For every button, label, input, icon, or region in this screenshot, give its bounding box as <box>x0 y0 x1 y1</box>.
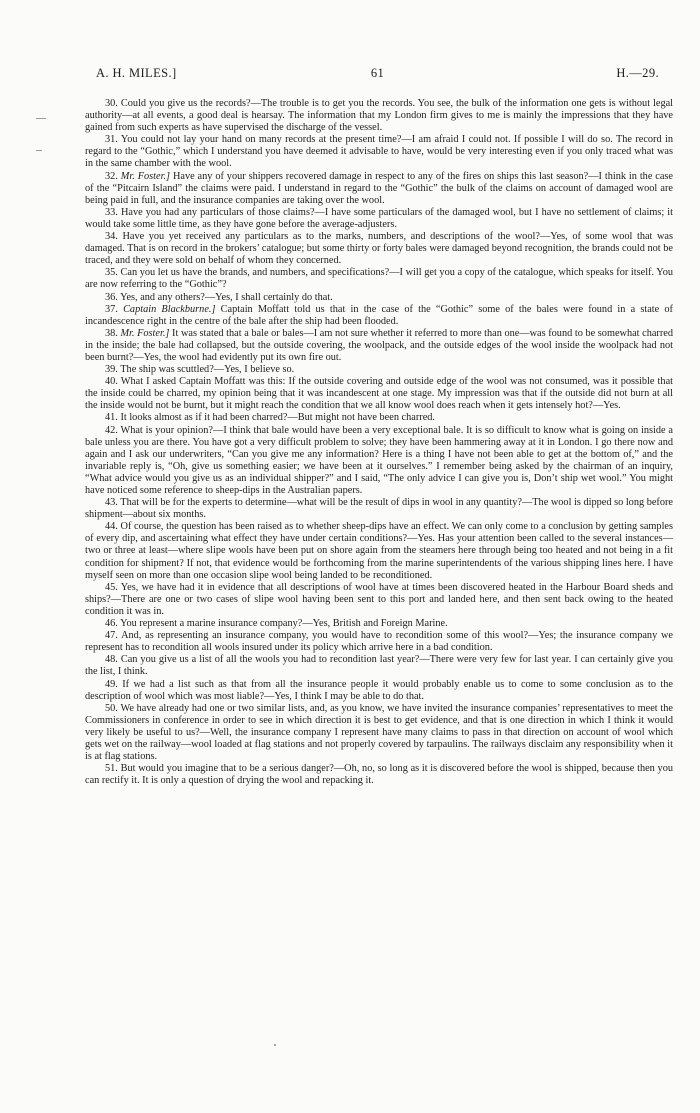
question-text: That will be for the experts to determine—what will be the result of dips in wool in any quantity? <box>120 497 522 509</box>
evidence-paragraph <box>85 207 673 231</box>
answer-text: —I think in the case of the “Pitcairn Island” the claims were paid. I understand in regard to the “Gothic” the bulk of the claims on account of damaged wool are being paid in full, and the insurance companies are taking over the wool. <box>85 170 674 206</box>
evidence-paragraph <box>85 292 673 304</box>
evidence-paragraph <box>85 412 673 424</box>
question-text: Have you had any particulars of those claims? <box>120 206 315 218</box>
question-number: 32. <box>105 170 118 182</box>
question-text: Captain Moffatt told us that in the case of the “Gothic” some of the bales were found in a state of incandescence right in the centre of the bale after the ship had been flooded. <box>85 303 673 327</box>
question-number: 33. <box>105 206 118 218</box>
question-text: Have any of your shippers recovered damage in respect to any of the fires on ships this last season? <box>172 170 589 182</box>
evidence-paragraph <box>85 582 673 618</box>
question-number: 50. <box>105 702 118 714</box>
question-number: 34. <box>105 231 118 243</box>
question-text: What I asked Captain Moffatt was this: If the outside covering and outside edge of the wool was not consumed, was it possible that the inside could be charred, my opinion being that it was incandescent at one stage. My impression was that if the outside did not burn at all the inside would not be burnt, but it might reach the condition that we all know wool does reach when it gets intensely hot? <box>85 376 673 412</box>
question-text: It was stated that a bale or bales—I am not sure whether it referred to more than one—was found to be somewhat charred in the inside; the bale had collapsed, but the outside covering, the woolpack, and the outside edges of the wool inside the woolpack had not been burnt? <box>85 327 674 363</box>
question-number: 46. <box>105 618 118 630</box>
answer-text: —The trouble is to get you the records. You see, the bulk of the information one gets is without legal authority—at all events, a good deal is hearsay. The information that my London firm gives to me is mainly the impressions that they have gained from such experts as have supervised the discharge of the vessel. <box>85 98 674 134</box>
answer-text: —Yes, British and Foreign Marine. <box>302 618 448 630</box>
answer-text: —Yes, I believe so. <box>213 364 295 376</box>
answer-text: —Yes; the insurance company we represent has to recondition all wools insured under its policy which arrive here in a bad condition. <box>85 630 673 654</box>
question-text: Yes, and any others? <box>120 291 205 303</box>
question-number: 35. <box>105 267 118 279</box>
question-number: 43. <box>105 497 118 509</box>
speaker-name: Captain Blackburne.] <box>123 303 216 315</box>
question-number: 49. <box>105 678 118 690</box>
evidence-paragraph <box>85 497 673 521</box>
question-text: But would you imagine that to be a serious danger? <box>120 763 334 775</box>
answer-text: —I am afraid I could not. If possible I will do so. The record in regard to the “Gothic,” which I understand you have deemed it advisable to have, would be very interesting even if you only traced what was in the same chamber with the wool. <box>85 134 673 170</box>
speaker-name: Mr. Foster.] <box>120 170 171 182</box>
evidence-paragraph <box>85 364 673 376</box>
answer-text: —But might not have been charred. <box>287 412 435 424</box>
evidence-paragraph <box>85 654 673 678</box>
evidence-paragraph <box>85 703 673 763</box>
answer-text: —Yes, the wool had evidently put its own fire out. <box>133 351 342 363</box>
evidence-paragraph <box>85 134 673 170</box>
question-number: 41. <box>105 412 118 424</box>
evidence-paragraph <box>85 267 673 291</box>
question-text: Yes, we have had it in evidence that all descriptions of wool have at times been discovered heated in the Harbour Board sheds and ships? <box>85 581 673 605</box>
question-text: Can you give us a list of all the wools you had to recondition last year? <box>120 654 420 666</box>
evidence-paragraph <box>85 328 673 364</box>
answer-text: —Well, the insurance company I represent have many claims to pass in that direction on account of wool which gets wet on the railway—wool loaded at flag stations and not properly covered by tarpaulins. The railways disclaim any responsibility when it is at flag stations. <box>85 726 673 763</box>
page-speck <box>274 1044 276 1046</box>
answer-text: —Yes. Has your attention been called to the several instances—two or three at least—where slipe wools have been put on shore again from the steamers here through being too heated and not being in a fit condition for shipment? If not, that evidence would be forthcoming from the marine superintendents of the various shipping lines here. I have myself seen on more than one occasion slipe wool being landed to be reconditioned. <box>85 533 673 581</box>
evidence-paragraph <box>85 630 673 654</box>
evidence-paragraph <box>85 521 673 581</box>
evidence-text <box>85 98 673 787</box>
question-number: 44. <box>105 521 118 533</box>
speaker-name: Mr. Foster.] <box>120 327 170 339</box>
answer-text: —The wool is dipped so long before shipment—about six months. <box>85 497 674 521</box>
question-text: And, as representing an insurance company, you would have to recondition some of this wool? <box>121 630 529 642</box>
question-text: If we had a list such as that from all the insurance people it would probably enable us to come to some conclusion as to the description of wool which was most liable? <box>85 678 673 702</box>
answer-text: —I think that bale would have been a very exceptional bale. It is so difficult to know what is going on inside a bale unless you are there. You have got a very difficult problem to solve; they have been hammering away at it in London. I go there now and again and I ask our underwriters, “Can you give me any information? Here is a thing I have not been able to get at the bottom of,” and the invariable reply is, “Oh, give us something easier; we have been at it ourselves.” I remember being asked by the chairman of an inquiry, “What advice would you give us as an individual shipper?” and I said, “The only advice I can give you is, Don’t ship wet wool.” You might have noticed some reference to sheep-dips in the Australian papers. <box>85 424 673 496</box>
question-number: 40. <box>105 376 118 388</box>
question-text: Could you give us the records? <box>120 98 251 109</box>
question-text: You represent a marine insurance company? <box>120 618 303 630</box>
header-document-code: H.—29. <box>616 66 659 80</box>
answer-text: —Yes. <box>592 400 621 412</box>
margin-mark <box>36 150 42 151</box>
answer-text: —Oh, no, so long as it is discovered before the wool is shipped, because then you can rectify it. It is only a question of drying the wool and repacking it. <box>85 763 674 787</box>
header-author: A. H. MILES.] <box>96 66 177 80</box>
answer-text: —I have some particulars of the damaged wool, but I have no settlement of claims; it would take some little time, as they have gone before the average-adjusters. <box>85 206 674 230</box>
evidence-paragraph <box>85 618 673 630</box>
evidence-paragraph <box>85 231 673 267</box>
margin-mark <box>36 118 46 119</box>
question-number: 37. <box>105 303 118 315</box>
answer-text: —Yes, I think I may be able to do that. <box>264 690 424 702</box>
question-number: 38. <box>105 327 118 339</box>
question-number: 48. <box>105 654 118 666</box>
evidence-paragraph <box>85 763 673 787</box>
answer-text: —Yes, I shall certainly do that. <box>204 291 333 303</box>
evidence-paragraph <box>85 679 673 703</box>
question-text: Can you let us have the brands, and numbers, and specifications? <box>120 267 390 279</box>
page-number: 61 <box>370 66 385 80</box>
question-text: What is your opinion? <box>120 424 214 436</box>
answer-text: —There were very few for last year. I can certainly give you the list, I think. <box>85 654 673 678</box>
question-text: You could not lay your hand on many records at the present time? <box>120 134 402 146</box>
evidence-paragraph <box>85 98 673 134</box>
question-number: 31. <box>105 134 118 146</box>
question-number: 39. <box>105 364 118 376</box>
answer-text: —There are one or two cases of slipe wool having been sent to this port and landed here, and then sent back owing to the heated condition it was in. <box>85 593 673 617</box>
question-number: 47. <box>105 630 118 642</box>
question-number: 45. <box>105 581 118 593</box>
question-number: 36. <box>105 291 118 303</box>
question-number: 51. <box>105 763 118 775</box>
question-text: Of course, the question has been raised as to whether sheep-dips have an effect. We can only come to a conclusion by getting samples of every dip, and ascertaining what effect they have under certain conditions? <box>85 521 674 545</box>
running-header <box>96 66 659 82</box>
evidence-paragraph <box>85 171 673 207</box>
question-number: 30. <box>105 98 118 109</box>
question-text: Have you yet received any particulars as to the marks, numbers, and descriptions of the wool? <box>122 231 540 243</box>
answer-text: —I will get you a copy of the catalogue, which speaks for itself. You are now referring to the “Gothic”? <box>85 267 673 291</box>
answer-text: —Yes, of some wool that was damaged. That is on record in the brokers’ catalogue; but some thirty or forty bales were damaged beyond recognition, the brands could not be traced, and they were sold on behalf of whom they concerned. <box>85 231 673 267</box>
evidence-paragraph <box>85 304 673 328</box>
evidence-paragraph <box>85 425 673 498</box>
question-text: We have already had one or two similar lists, and, as you know, we have invited the insurance companies’ representatives to meet the Commissioners in conference in order to see in which direction it is best to get evidence, and that is one direction in which I think it would very likely be useful to us? <box>85 702 673 738</box>
evidence-paragraph <box>85 376 673 412</box>
question-text: It looks almost as if it had been charred? <box>120 412 288 424</box>
question-text: The ship was scuttled? <box>120 364 214 376</box>
question-number: 42. <box>105 424 118 436</box>
